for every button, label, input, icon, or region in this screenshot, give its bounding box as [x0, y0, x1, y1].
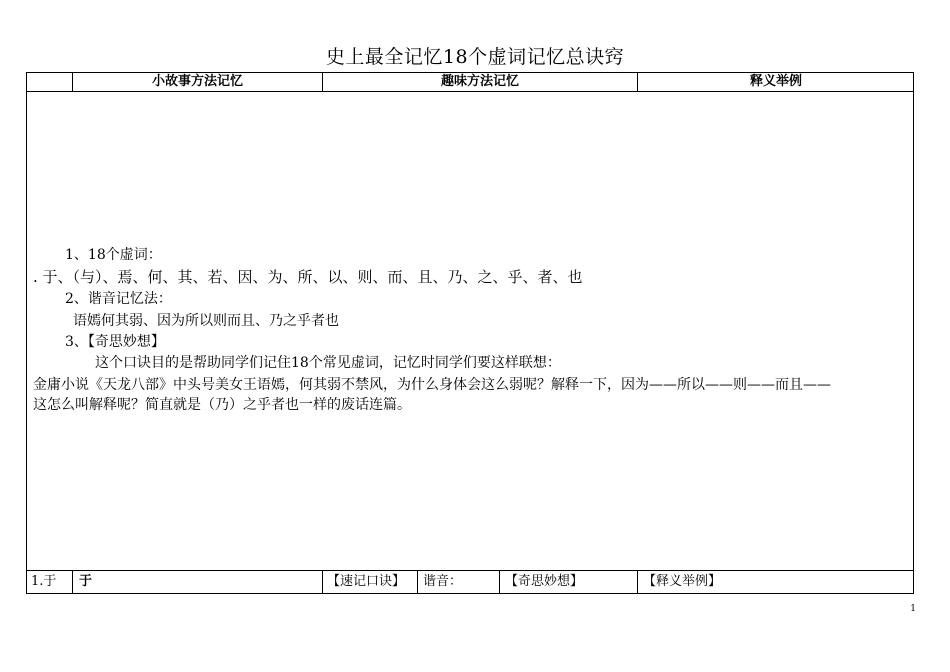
homophone-mnemonic: 语嫣何其弱、因为所以则而且、乃之乎者也 — [73, 313, 339, 329]
function-word-list: . 于、（与）、焉、何、其、若、因、为、所、以、则、而、且、乃、之、乎、者、也 — [33, 268, 583, 286]
intro-paragraph: 这个口诀目的是帮助同学们记住18个常见虚词，记忆时同学们要这样联想： — [95, 355, 561, 371]
section-heading-homophone: 2、谐音记忆法： — [65, 291, 172, 307]
tag-homophone: 谐音： — [423, 574, 463, 589]
col-divider — [322, 570, 323, 594]
tag-quick-recite: 【速记口诀】 — [327, 574, 406, 589]
col-divider — [499, 570, 500, 594]
main-table — [26, 72, 914, 594]
row-divider — [27, 570, 913, 571]
story-line-2: 这怎么叫解释呢？简直就是（乃）之乎者也一样的废话连篇。 — [33, 397, 411, 413]
col-divider — [72, 570, 73, 594]
section-heading-18-words: 1、18个虚词： — [65, 247, 162, 263]
col-divider — [417, 570, 418, 594]
section-heading-idea: 3、【奇思妙想】 — [65, 334, 165, 350]
header-divider — [27, 91, 913, 92]
header-cell-meaning: 释义举例 — [749, 74, 802, 89]
story-line-1: 金庸小说《天龙八部》中头号美女王语嫣，何其弱不禁风，为什么身体会这么弱呢？解释一下，因为——所以——则——而且—— — [33, 377, 831, 393]
header-cell-story-method: 小故事方法记忆 — [151, 74, 243, 89]
page-number: 1 — [910, 604, 916, 614]
row-number: 1.于 — [31, 574, 57, 589]
header-cell-fun-method: 趣味方法记忆 — [440, 74, 519, 89]
tag-idea: 【奇思妙想】 — [505, 574, 584, 589]
header-cell-index — [27, 73, 72, 91]
tag-meaning: 【释义举例】 — [643, 574, 722, 589]
col-divider — [637, 570, 638, 594]
row-word-char: 于 — [79, 574, 93, 589]
page-title: 史上最全记忆18个虚词记忆总诀窍 — [325, 46, 625, 68]
